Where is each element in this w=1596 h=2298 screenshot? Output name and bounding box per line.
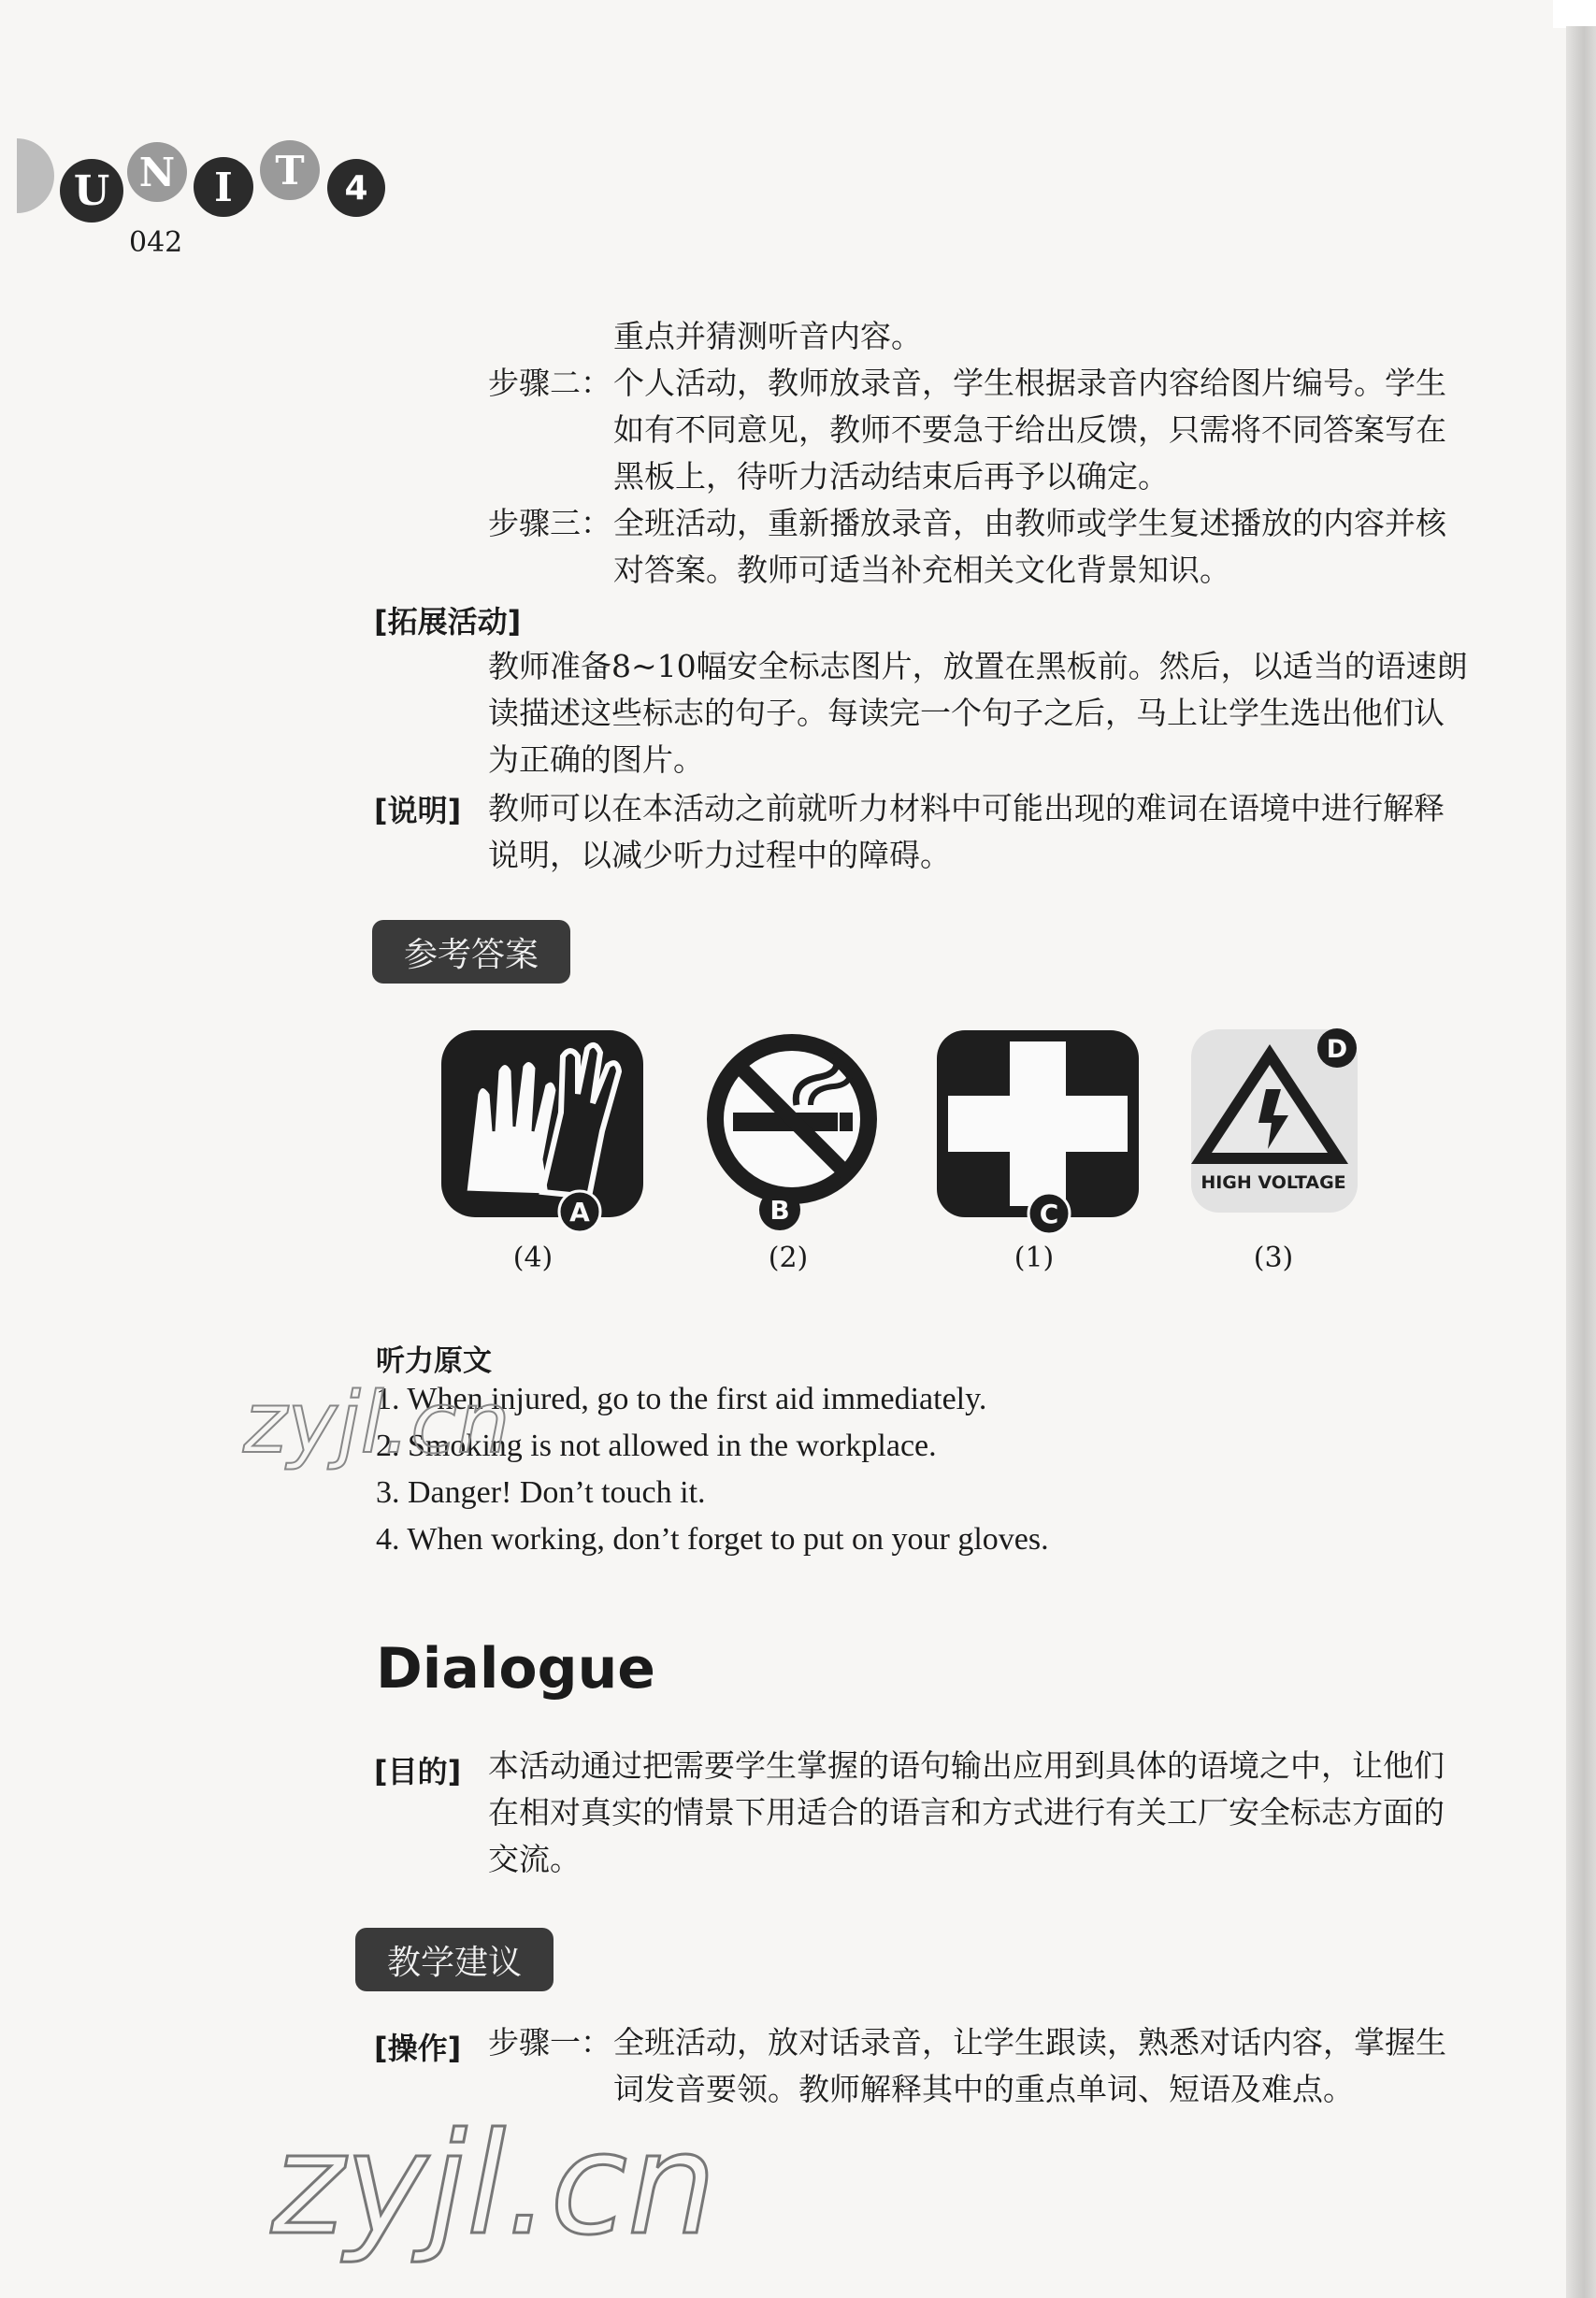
sign-letter-c: C xyxy=(1039,1199,1059,1229)
text-line: 本活动通过把需要学生掌握的语句输出应用到具体的语境之中，让他们 xyxy=(488,1747,1445,1784)
transcript-line: 1. When injured, go to the first aid immediately. xyxy=(376,1382,987,1416)
transcript-line: 4. When working, don’t forget to put on your gloves. xyxy=(376,1522,1049,1557)
note-label: [说明] xyxy=(374,793,462,828)
text-line: 黑板上，待听力活动结束后再予以确定。 xyxy=(613,458,1169,495)
page-number: 042 xyxy=(129,226,183,259)
sign-caption: (4) xyxy=(512,1242,554,1274)
answers-banner: 参考答案 xyxy=(372,920,570,984)
step3-label: 步骤三： xyxy=(488,505,611,541)
text-line: 如有不同意见，教师不要急于给出反馈，只需将不同答案写在 xyxy=(613,411,1446,448)
text-line: 全班活动，放对话录音，让学生跟读，熟悉对话内容，掌握生 xyxy=(613,2024,1446,2061)
no-smoking-icon xyxy=(703,1030,881,1236)
text-line: 个人活动，教师放录音，学生根据录音内容给图片编号。学生 xyxy=(613,365,1446,401)
sign-no-smoking xyxy=(703,1030,881,1236)
sign-letter-a: A xyxy=(569,1197,590,1228)
operation-label: [操作] xyxy=(374,2031,462,2066)
transcript-line: 2. Smoking is not allowed in the workplace. xyxy=(376,1429,937,1463)
text-line: 对答案。教师可适当补充相关文化背景知识。 xyxy=(613,552,1230,588)
text-line: 全班活动，重新播放录音，由教师或学生复述播放的内容并核 xyxy=(613,505,1446,541)
teaching-suggestions-banner: 教学建议 xyxy=(355,1928,554,1991)
unit-number: 4 xyxy=(327,159,385,217)
sign-gloves xyxy=(439,1028,645,1234)
text-line: 重点并猜测听音内容。 xyxy=(613,318,922,354)
sign-caption: (2) xyxy=(768,1242,809,1274)
sign-letter-b: B xyxy=(769,1195,790,1226)
watermark: zyjl.cn xyxy=(243,1374,510,1472)
sign-first-aid xyxy=(935,1028,1141,1236)
sign-caption: (1) xyxy=(1014,1242,1055,1274)
watermark: zyjl.cn xyxy=(271,2104,717,2266)
page-edge xyxy=(1566,26,1596,2298)
text-line: 在相对真实的情景下用适合的语言和方式进行有关工厂安全标志方面的 xyxy=(488,1794,1445,1831)
text-line: 为正确的图片。 xyxy=(488,741,704,778)
text-line: 词发音要领。教师解释其中的重点单词、短语及难点。 xyxy=(613,2071,1354,2107)
unit-deco-circle xyxy=(17,138,54,213)
transcript-line: 3. Danger! Don’t touch it. xyxy=(376,1475,706,1510)
step1-label: 步骤一： xyxy=(488,2024,611,2061)
high-voltage-icon xyxy=(1187,1024,1365,1220)
purpose-label: [目的] xyxy=(374,1754,462,1789)
high-voltage-text: HIGH VOLTAGE xyxy=(1201,1172,1346,1193)
transcript-heading: 听力原文 xyxy=(376,1344,492,1378)
step2-label: 步骤二： xyxy=(488,365,611,401)
sign-letter-d: D xyxy=(1326,1035,1348,1064)
unit-letter-t: T xyxy=(260,140,320,200)
sign-caption: (3) xyxy=(1253,1242,1294,1274)
text-line: 交流。 xyxy=(488,1841,581,1877)
text-line: 教师可以在本活动之前就听力材料中可能出现的难词在语境中进行解释 xyxy=(488,790,1445,826)
unit-letter-i: I xyxy=(194,157,253,217)
extension-label: [拓展活动] xyxy=(374,604,522,639)
dialogue-heading: Dialogue xyxy=(376,1636,656,1702)
gloves-icon xyxy=(439,1028,645,1234)
text-line: 说明，以减少听力过程中的障碍。 xyxy=(488,837,951,873)
unit-letter-u: U xyxy=(60,159,123,223)
text-line: 教师准备8~10幅安全标志图片，放置在黑板前。然后，以适当的语速朗 xyxy=(488,648,1468,684)
unit-letter-n: N xyxy=(127,142,187,202)
first-aid-cross-icon xyxy=(935,1028,1141,1236)
sign-high-voltage xyxy=(1187,1024,1365,1220)
text-line: 读描述这些标志的句子。每读完一个句子之后，马上让学生选出他们认 xyxy=(488,695,1445,731)
